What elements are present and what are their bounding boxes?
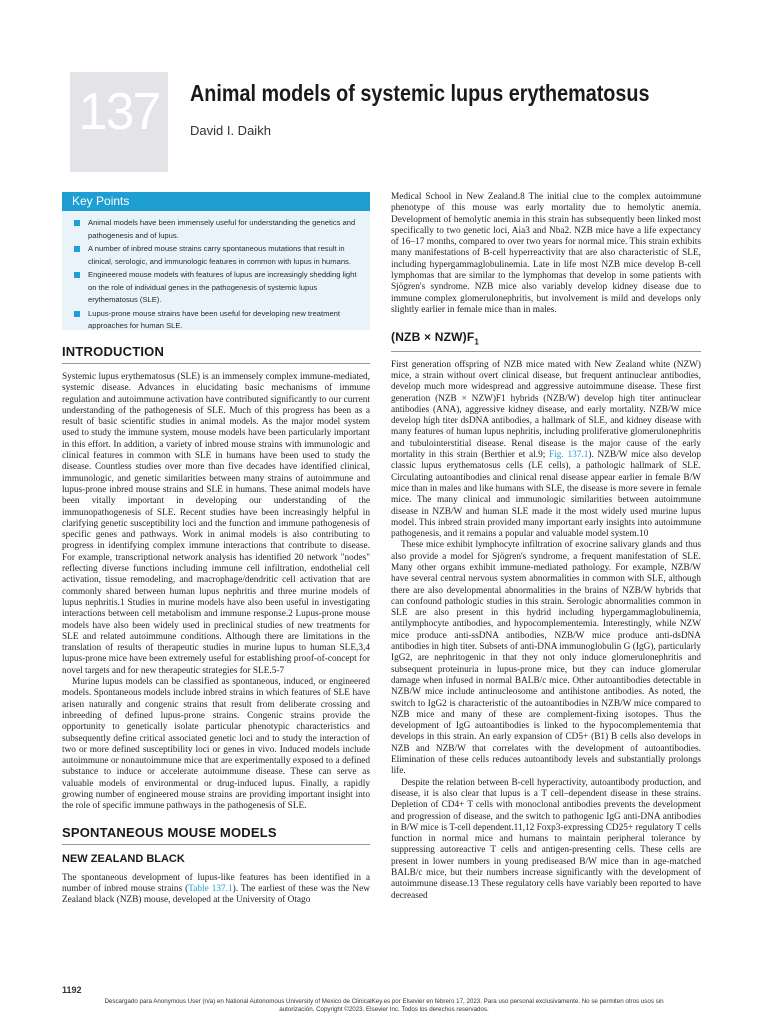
text-run: First generation offspring of NZB mice mated with New Zealand white (NZW) mice, a strain without overt clinical disease, but frequent antinuclear antibodies, develop much more widespread and aggressive autoimmune disease. These first generation (NZB × NZW)F1 hybrids (NZB/W) develop high titer antinuclear antibodies (ANA), aggressive kidney disease, and early mortality. NZB/W mice develop high titer dsDNA antibodies, a hallmark of SLE, and kidney disease with many features of human lupus nephritis, including proliferative glomerulonephritis and tubulointerstitial disease. Renal disease is the major cause of the early mortality in this strain (Berthier et al.9; [391,359,701,461]
nzb-paragraph [62,873,370,907]
section-rule [391,351,701,352]
figure-link[interactable]: Fig. 137.1 [549,450,589,461]
nzb-nzw-paragraph: These mice exhibit lymphocyte infiltration of exocrine salivary glands and thus also provide a model for Sjögren's syndrome, a frequent manifestation of SLE. Many other organs exhibit immune-mediated pathology. For example, NZB/W have several central nervous system abnormalities in common with SLE, although there are also developmental abnormalities in the brains of NZB/W hybrids that can confound pathologic studies in this strain. Serologic abnormalities common in SLE are also present in this hydrid including hypergammaglobulinemia, antilymphocyte antibodies, and hypocomplementemia. Interestingly, while NZW mice produce anti-ssDNA antibodies, NZB/W mice produce anti-dsDNA antibodies in high titer. Subsets of anti-DNA immunoglobulin G (IgG), particularly IgG2, are nephritogenic in that they not only induce glomerulonephritis and subsequent proteinuria in lupus-prone mice, but they can induce glomerular damage when infused in normal BALB/c mice. Other autoantibodies detectable in NZB/W mice include antinucleosome and antihistone antibodies. As noted, the switch to IgG2 is characteristic of the autoantibodies in NZB/W mice compared to NZB mice and many of these are complement-fixing isotopes. Thus the development of IgG autoantibodies is linked to the hypocomplementemia that develops in this strain. An early expansion of CD5+ (B1) B cells also develops in NZB and NZB/W that correlates with the development of autoantibodies. Elimination of these cells reduces autoantibody levels and substantially prolongs life. [391,540,701,777]
spontaneous-models-heading: SPONTANEOUS MOUSE MODELS [62,824,277,840]
chapter-title: Animal models of systemic lupus erythematosus [190,80,650,106]
author: David I. Daikh [190,123,271,138]
key-points-box [62,192,370,330]
download-footer: Descargado para Anonymous User (n/a) en National Autonomous University of Mexico de ClinicalKey.es por Elsevier en febrero 17, 2023. Para uso personal exclusivamente. No se permiten otros usos sin autorización. Copyright ©2023. Elsevier Inc. Todos los derechos reservados. [104,998,664,1013]
nzb-nzw-paragraph: Despite the relation between B-cell hyperactivity, autoantibody production, and disease, it is also clear that lupus is a T cell–dependent disease in these strains. Depletion of CD4+ T cells with monoclonal antibodies prevents the development and progression of disease, and the switch to pathogenic IgG anti-DNA antibodies in B/W mice is T-cell dependent.11,12 Foxp3-expressing CD25+ regulatory T cells function in normal mice and humans to maintain peripheral tolerance by suppressing autoreactive T cells and antigen-presenting cells. These cells are present in lower numbers in young prediseased B/W mice than in age-matched BALB/c mice, but their numbers increase significantly with the development of autoimmune disease.13 These regulatory cells have variably been reported to have decreased [391,777,701,901]
nzb-nzw-heading [391,330,701,346]
page-number: 1192 [62,985,82,995]
right-column [391,192,701,902]
chapter-number-box [70,72,168,172]
key-point: Lupus-prone mouse strains have been useful for developing new treatment approaches for human SLE. [74,308,362,333]
text-run: ). NZB/W mice also develop classic lupus erythematosus cells (LE cells), a pathologic hallmark of SLE. Circulating autoantibodies and clinical renal disease appear earlier in female B/W mice than in males and like humans with SLE, the disease is more severe in female mice. The many clinical and immunologic similarities between autoimmune disease in NZB/W and human SLE made it the most widely used murine lupus model. This inbred strain provided many important early insights into autoimmune pathogenesis, and it remains a popular and valuable model system.10 [391,450,701,540]
introduction-heading: INTRODUCTION [62,344,165,359]
text-run: ). The earliest of these was the New Zealand black (NZB) mouse, developed at the University of Otago [62,883,370,906]
key-points-heading: Key Points [62,192,370,211]
section-rule [62,363,370,364]
table-link[interactable]: Table 137.1 [188,883,233,894]
key-point: Animal models have been immensely useful for understanding the genetics and pathogenesis and of lupus. [74,217,362,242]
heading-subscript: 1 [474,337,480,347]
left-column [62,192,370,906]
nzb-subheading: NEW ZEALAND BLACK [62,852,185,865]
key-points-list [62,217,370,333]
nzb-nzw-paragraph [391,360,701,541]
key-point: Engineered mouse models with features of lupus are increasingly shedding light on the role of individual genes in the pathogenesis of systemic lupus erythematosus (SLE). [74,269,362,307]
section-rule [62,844,370,845]
introduction-paragraph: Murine lupus models can be classified as spontaneous, induced, or engineered models. Spontaneous models include inbred strains in which features of SLE have arisen naturally and congenic strains that result from deliberate crossing and inbreeding of defined lupus-prone strains. Congenic strains provide the opportunity to genetically isolate particular phenotypic characteristics and subsequently define critical associated genetic loci and to study the interaction of two or more defined susceptibility loci or genes in vivo. Induced models include autoimmune or nonautoimmune mice that are experimentally exposed to a defined substance to induce or accelerate autoimmune disease. These can serve as valuable models of environmental or drug-induced lupus. Finally, a rapidly growing number of engineered mouse strains are providing important insight into the role of specific immune pathways in the pathogenesis of SLE. [62,677,370,812]
key-point: A number of inbred mouse strains carry spontaneous mutations that result in clinical, serologic, and immunologic features in common with lupus in humans. [74,243,362,268]
text-run: The spontaneous development of lupus-like features has been identified in a number of inbred mouse strains ( [62,872,370,894]
chapter-number: 137 [78,83,160,141]
introduction-paragraph: Systemic lupus erythematosus (SLE) is an immensely complex immune-mediated, systemic disease. Advances in elucidating basic mechanisms of immune regulation and autoimmune activation have contributed significantly to our current understanding of the pathogenesis of SLE. Much of this progress has been as a result of basic scientific studies in animal models. As the major model system used to study the immune system, mouse models have been particularly important in this effort. In addition, a variety of inbred mouse strains with immunologic and clinical features in common with SLE in humans have been used to study the disease. Countless studies over more than five decades have identified clinical, immunologic, and genetic similarities between many strains of autoimmune and lupus-prone inbred mouse strains and SLE in humans. These animal models have been vitally important in developing our understanding of the immunopathogenesis of SLE. Recent studies have been increasingly helpful in clarifying genetic susceptibility loci and the function and immune pathogenesis of specific genes and pathways. Work in animal models is also contributing to progress in identifying complex immune interactions that contribute to disease. For example, transcriptional network analysis has identified 20 network "nodes" reflecting diverse functions including immune cell infiltration, endothelial cell activation, tissue remodeling, and macrophage/dendritic cell activation that are commonly shared between human lupus nephritis and three murine models of lupus nephritis.1 Studies in murine models have also been useful in investigating interactions between cell metabolism and immune response.2 Lupus-prone mouse models have also been widely used in preclinical studies of new treatments for SLE and related autoimmune conditions. Although there are limitations in the translation of results of therapeutic studies in murine lupus to human SLE,3,4 lupus-prone mice have been extremely useful for establishing proof-of-concept for novel targets and for new therapeutic strategies for SLE.5-7 [62,372,370,676]
nzb-paragraph-continued: Medical School in New Zealand.8 The initial clue to the complex autoimmune phenotype of this mouse was early mortality due to hemolytic anemia. Development of hemolytic anemia in this strain has subsequently been linked most specifically to two genetic loci, Aia3 and Nba2. NZB mice have a life expectancy of 16–17 months, compared to over two years for normal mice. This strain exhibits many manifestations of B-cell hyperreactivity that are also characteristic of SLE, including hypergammaglobulinemia. Late in life most NZB mice develop B-cell lymphomas that are similar to the lymphomas that develop in some patients with Sjögren's syndrome. NZB mice also variably develop kidney disease due to immune complex glomerulonephritis, but involvement is mild and develops only slightly earlier in female mice than in males. [391,192,701,315]
heading-text: (NZB × NZW)F [391,330,475,345]
